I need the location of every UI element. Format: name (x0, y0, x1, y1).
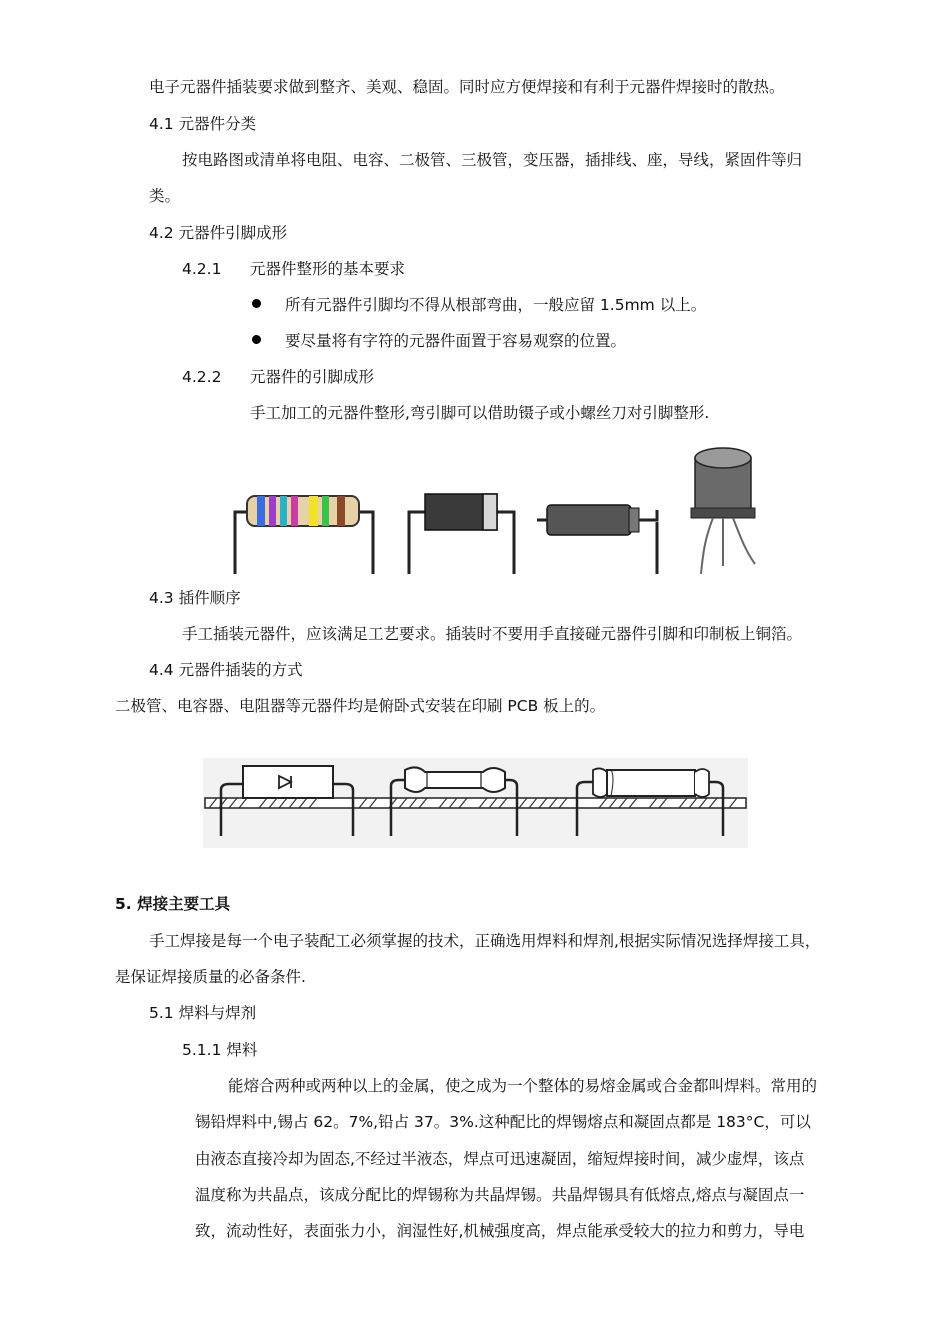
paragraph-5-1-1-line4: 温度称为共晶点，该成分配比的焊锡称为共晶焊锡。共晶焊锡具有低熔点,熔点与凝固点一 (195, 1186, 805, 1204)
formed-diode-illustration (409, 494, 514, 574)
heading-4-2-2-number: 4.2.2 (182, 368, 222, 386)
heading-4-2: 4.2 元器件引脚成形 (149, 224, 288, 242)
heading-5-1: 5.1 焊料与焊剂 (149, 1004, 257, 1022)
paragraph-5-1-1-line5: 致，流动性好，表面张力小，润湿性好,机械强度高，焊点能承受较大的拉力和剪力，导电 (195, 1222, 805, 1240)
heading-4-1: 4.1 元器件分类 (149, 115, 257, 133)
paragraph-4-1-line1: 按电路图或清单将电阻、电容、二极管、三极管，变压器，插排线、座，导线，紧固件等归 (182, 151, 803, 169)
horizontal-mounting-figure (203, 758, 748, 848)
paragraph-5-1-1-line1: 能熔合两种或两种以上的金属，使之成为一个整体的易熔金属或合金都叫焊料。常用的 (228, 1077, 818, 1095)
heading-4-4: 4.4 元器件插装的方式 (149, 661, 303, 679)
paragraph-5-1-1-line2: 锡铅焊料中,锡占 62。7%,铅占 37。3%.这种配比的焊锡熔点和凝固点都是 183°C，可以 (195, 1113, 811, 1131)
bullet-dot (252, 335, 261, 344)
heading-4-2-2-title: 元器件的引脚成形 (250, 368, 375, 386)
heading-5-1-1: 5.1.1 焊料 (182, 1041, 258, 1059)
heading-4-2-1-title: 元器件整形的基本要求 (250, 260, 406, 278)
bullet-item-2: 要尽量将有字符的元器件面置于容易观察的位置。 (285, 332, 627, 350)
paragraph-5-line1: 手工焊接是每一个电子装配工必须掌握的技术，正确选用焊料和焊剂,根据实际情况选择焊接工具， (149, 932, 821, 950)
paragraph-5-line2: 是保证焊接质量的必备条件. (115, 968, 306, 986)
paragraph-4-3: 手工插装元器件，应该满足工艺要求。插装时不要用手直接碰元器件引脚和印制板上铜箔。 (182, 625, 803, 643)
paragraph-5-1-1-line3: 由液态直接冷却为固态,不经过半液态，焊点可迅速凝固，缩短焊接时间，减少虚焊，该点 (195, 1150, 805, 1168)
paragraph-4-2-2: 手工加工的元器件整形,弯引脚可以借助镊子或小螺丝刀对引脚整形. (250, 404, 710, 422)
paragraph-4-1-line2: 类。 (149, 187, 181, 205)
bullet-item-1: 所有元器件引脚均不得从根部弯曲，一般应留 1.5mm 以上。 (285, 296, 707, 314)
formed-capacitor-illustration (537, 505, 657, 574)
bullet-dot (252, 299, 261, 308)
paragraph-intro: 电子元器件插装要求做到整齐、美观、稳固。同时应方便焊接和有利于元器件焊接时的散热。 (149, 78, 785, 96)
heading-4-2-1-number: 4.2.1 (182, 260, 222, 278)
heading-5: 5. 焊接主要工具 (115, 895, 231, 913)
pcb-board (205, 798, 746, 808)
lead-forming-figure (225, 438, 785, 576)
transistor-illustration (691, 448, 755, 574)
heading-4-3: 4.3 插件顺序 (149, 589, 241, 607)
formed-resistor-illustration (235, 496, 373, 574)
paragraph-4-4: 二极管、电容器、电阻器等元器件均是俯卧式安装在印刷 PCB 板上的。 (115, 697, 606, 715)
